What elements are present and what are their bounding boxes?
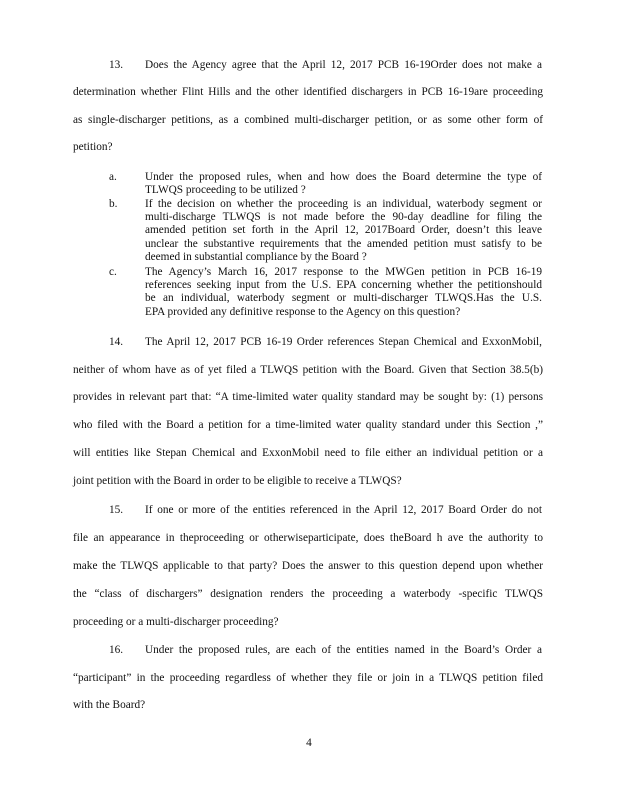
q13-sub-b-line-2: multi-discharge TLWQS is not made before the 90-day deadline for filing the [145,211,542,223]
q13-sub-c-line-3: be an individual, waterbody segment or multi-discharger TLWQS.Has the U.S. [145,292,542,304]
q13-number: 13. [109,59,124,71]
page-number: 4 [306,737,312,749]
q14-line-3: provides in relevant part that: “A time-limited water quality standard may be sought by: (1) persons [73,391,543,403]
q16-number: 16. [109,644,124,656]
q14-line-4: who filed with the Board a petition for a time-limited water quality standard under this Section ,” [73,419,543,431]
q15-line-5: proceeding or a multi-discharger proceeding? [73,616,279,628]
q13-sub-c-label: c. [109,266,117,278]
q15-line-1: If one or more of the entities referenced in the April 12, 2017 Board Order do not [145,504,542,516]
q13-line-3: as single-discharger petitions, as a combined multi-discharger petition, or as some other form of [73,114,543,126]
q13-sub-b-line-3: amended petition set forth in the April 12, 2017Board Order, doesn’t this leave [145,224,542,236]
q15-number: 15. [109,504,124,516]
q13-sub-b-line-1: If the decision on whether the proceeding is an individual, waterbody segment or [145,198,542,210]
q13-sub-b-line-4: unclear the substantive requirements that the amended petition must satisfy to be [145,238,542,250]
q16-line-3: with the Board? [73,699,146,711]
q14-line-6: joint petition with the Board in order to be eligible to receive a TLWQS? [73,475,402,487]
q13-line-4: petition? [73,141,113,153]
q15-line-3: make the TLWQS applicable to that party? Does the answer to this question depend upon whether [73,560,543,572]
q13-sub-a-line-2: TLWQS proceeding to be utilized ? [145,184,306,196]
q13-sub-c-line-2: references seeking input from the U.S. EPA concerning whether the petitionshould [145,279,542,291]
q13-line-1: Does the Agency agree that the April 12, 2017 PCB 16-19Order does not make a [145,59,542,71]
q16-line-1: Under the proposed rules, are each of the entities named in the Board’s Order a [145,644,542,656]
q13-sub-b-line-5: deemed in substantial compliance by the Board ? [145,251,367,263]
q14-line-5: will entities like Stepan Chemical and ExxonMobil need to file either an individual petition or a [73,447,543,459]
q16-line-2: “participant” in the proceeding regardless of whether they file or join in a TLWQS petition filed [73,672,543,684]
q13-sub-c-line-4: EPA provided any definitive response to the Agency on this question? [145,306,461,318]
q14-line-2: neither of whom have as of yet filed a TLWQS petition with the Board. Given that Section 38.5(b) [73,364,543,376]
q15-line-2: file an appearance in theproceeding or otherwiseparticipate, does theBoard h ave the authority to [73,532,543,544]
q13-sub-a-label: a. [109,171,117,183]
q13-line-2: determination whether Flint Hills and the other identified dischargers in PCB 16-19are proceeding [73,86,543,98]
q15-line-4: the “class of dischargers” designation renders the proceeding a waterbody -specific TLWQS [73,588,543,600]
q14-line-1: The April 12, 2017 PCB 16-19 Order references Stepan Chemical and ExxonMobil, [145,336,542,348]
q13-sub-c-line-1: The Agency’s March 16, 2017 response to the MWGen petition in PCB 16-19 [145,266,542,278]
q13-sub-b-label: b. [109,198,118,210]
q14-number: 14. [109,336,124,348]
q13-sub-a-line-1: Under the proposed rules, when and how does the Board determine the type of [145,171,542,183]
